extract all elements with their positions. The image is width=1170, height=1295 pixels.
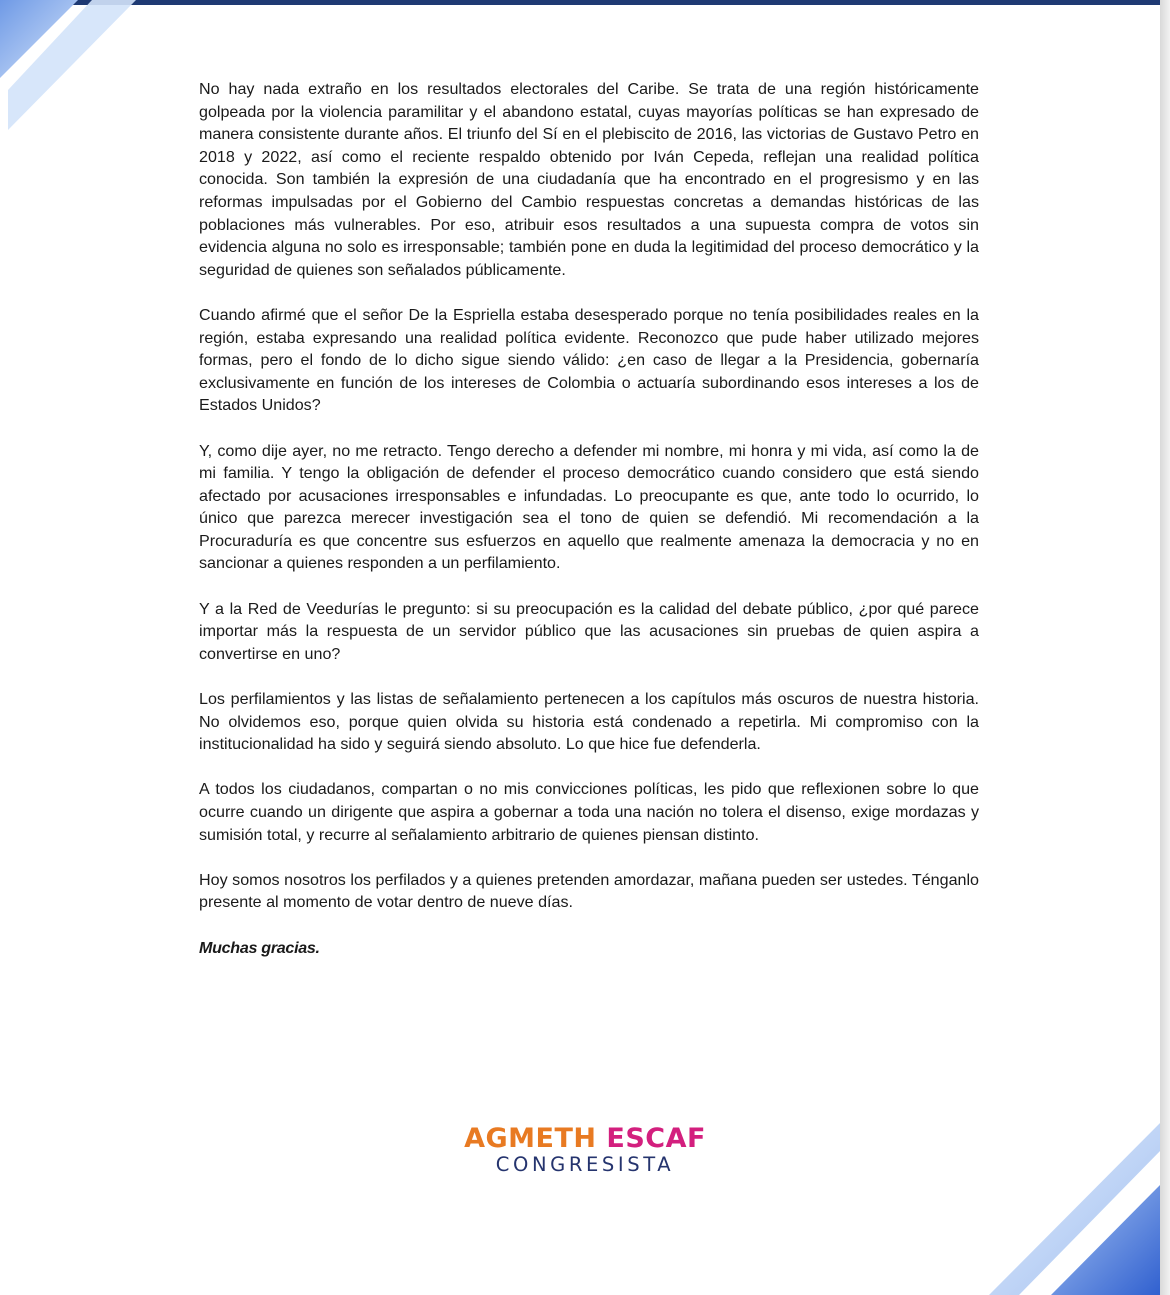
top-left-stripe-dark: [0, 0, 78, 78]
signature-block: [400, 1122, 770, 1176]
signature-last-name: ESCAF: [606, 1123, 706, 1154]
top-left-stripe-light: [8, 0, 136, 130]
bottom-right-stripe-light: [989, 1120, 1163, 1295]
paragraph-2: Cuando afirmé que el señor De la Espriella estaba desesperado porque no tenía posibilidades reales en la región, estaba expresando una realidad política evidente. Reconozco que pude haber utilizado mejores formas, pero el fondo de lo dicho sigue siendo válido: ¿en caso de llegar a la Presidencia, gobernaría exclusivamente en función de los intereses de Colombia o actuaría subordinando esos intereses a los de Estados Unidos?: [199, 305, 979, 415]
closing-line: Muchas gracias.: [199, 938, 320, 957]
paragraph-3: Y, como dije ayer, no me retracto. Tengo derecho a defender mi nombre, mi honra y mi vida, así como la de mi familia. Y tengo la obligación de defender el proceso democrático cuando considero que está siendo afectado por acusaciones irresponsables e infundadas. Lo preocupante es que, ante todo lo ocurrido, lo único que parezca merecer investigación sea el tono de quien se defendió. Mi recomendación a la Procuraduría es que concentre sus esfuerzos en aquello que realmente amenaza la democracia y no en sancionar a quienes responden a un perfilamiento.: [199, 441, 979, 573]
page-edge-shadow: [1160, 0, 1170, 1295]
signature-first-name: AGMETH: [464, 1123, 597, 1154]
paragraph-1: No hay nada extraño en los resultados electorales del Caribe. Se trata de una región históricamente golpeada por la violencia paramilitar y el abandono estatal, cuyas mayorías políticas se han expresado de manera consistente durante años. El triunfo del Sí en el plebiscito de 2016, las victorias de Gustavo Petro en 2018 y 2022, así como el reciente respaldo obtenido por Iván Cepeda, reflejan una realidad política conocida. Son también la expresión de una ciudadanía que ha encontrado en el progresismo y en las reformas impulsadas por el Gobierno del Cambio respuestas concretas a demandas históricas de las poblaciones más vulnerables. Por eso, atribuir esos resultados a una supuesta compra de votos sin evidencia alguna no solo es irresponsable; también pone en duda la legitimidad del proceso democrático y la seguridad de quienes son señalados públicamente.: [199, 80, 979, 279]
letter-body: [199, 78, 979, 959]
signature-name: [400, 1122, 770, 1156]
top-border-bar: [0, 0, 1162, 5]
top-left-corner-decoration: [0, 0, 140, 135]
paragraph-6: A todos los ciudadanos, compartan o no mis convicciones políticas, les pido que reflexionen sobre lo que ocurre cuando un dirigente que aspira a gobernar a toda una nación no tolera el disenso, exige mordazas y sumisión total, y recurre al señalamiento arbitrario de quienes piensan distinto.: [199, 780, 979, 844]
bottom-right-stripe-dark: [1051, 1182, 1163, 1295]
paragraph-5: Los perfilamientos y las listas de señalamiento pertenecen a los capítulos más oscuros de nuestra historia. No olvidemos eso, porque quien olvida su historia está condenado a repetirla. Mi compromiso con la institucionalidad ha sido y seguirá siendo absoluto. Lo que hice fue defenderla.: [199, 690, 979, 754]
signature-role: CONGRESISTA: [495, 1153, 675, 1176]
paragraph-4: Y a la Red de Veedurías le pregunto: si su preocupación es la calidad del debate público, ¿por qué parece importar más la respuesta de un servidor público que las acusaciones sin pruebas de quien aspira a convertirse en uno?: [199, 599, 979, 663]
paragraph-7: Hoy somos nosotros los perfilados y a quienes pretenden amordazar, mañana pueden ser ustedes. Ténganlo presente al momento de votar dentro de nueve días.: [199, 870, 979, 912]
bottom-right-corner-decoration: [985, 1120, 1163, 1295]
